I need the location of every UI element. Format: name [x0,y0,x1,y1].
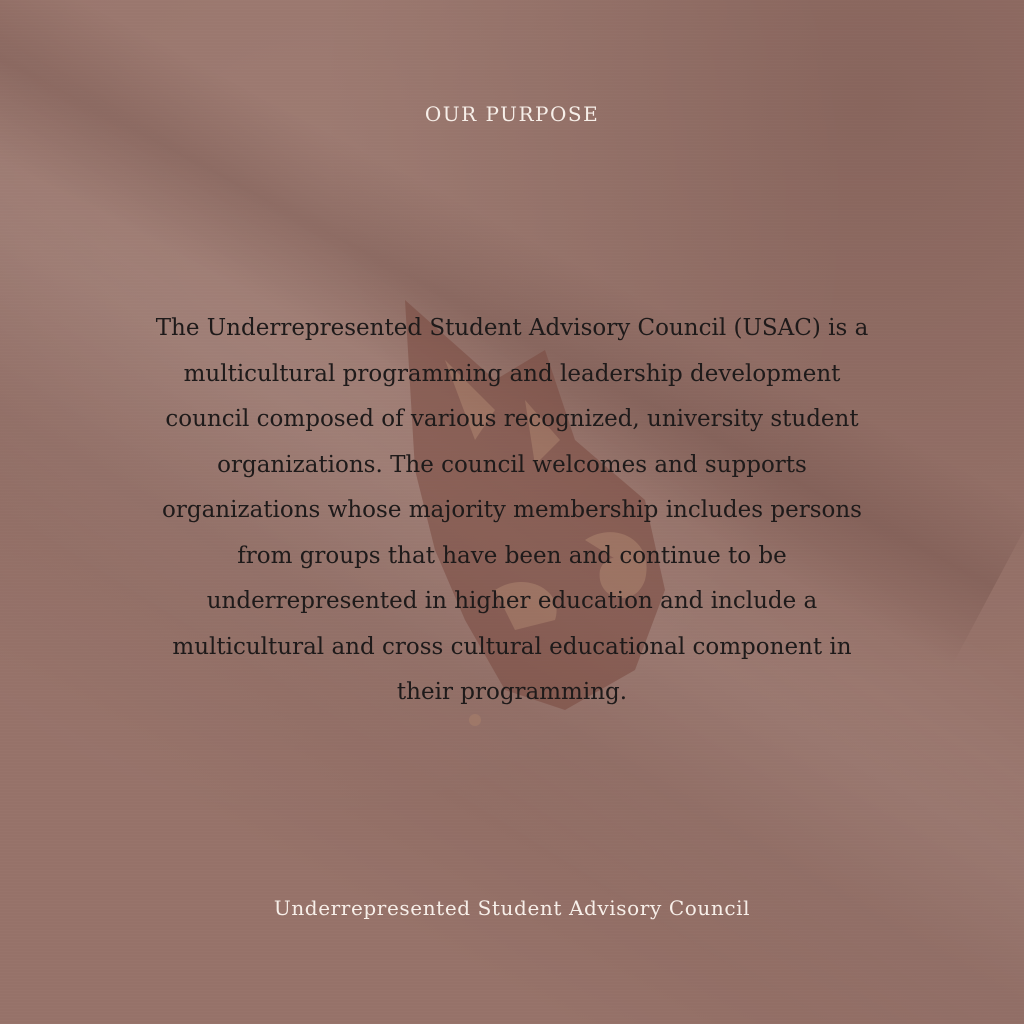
purpose-paragraph: The Underrepresented Student Advisory Council (USAC) is a multicultural programming and leadership development council composed of various recognized, university student organizations. The council welcomes and supports organizations whose majority membership includes persons from groups that have been and continue to be underrepresented in higher education and include a multicultural and cross cultural educational component in their programming. [155,315,869,705]
organization-name-footer: Underrepresented Student Advisory Council [273,896,751,920]
section-heading: OUR PURPOSE [424,102,600,126]
